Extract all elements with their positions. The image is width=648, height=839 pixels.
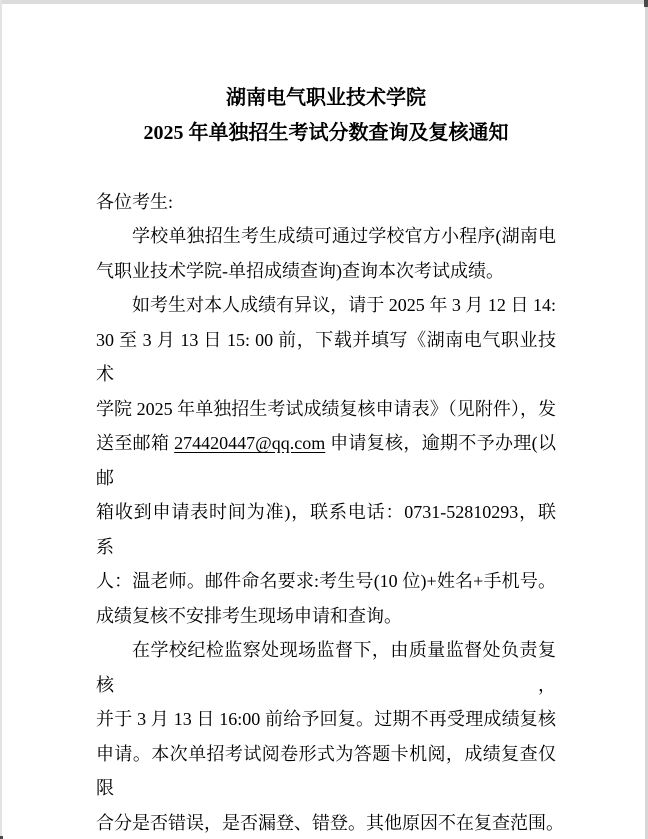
- text-line: 箱收到申请表时间为准)，联系电话：0731-52810293，联系: [96, 502, 556, 557]
- window-top-edge: [0, 0, 648, 4]
- corner-mark-top-right: [644, 0, 648, 7]
- text-line: 成绩复核不安排考生现场申请和查询。: [96, 605, 402, 626]
- window-left-edge: [0, 0, 2, 839]
- text-line: 如考生对本人成绩有异议，请于 2025 年 3 月 12 日 14:: [132, 295, 556, 315]
- text-line: 在学校纪检监察处现场监督下，由质量监督处负责复核，: [96, 640, 556, 695]
- notice-title-line1: 湖南电气职业技术学院: [226, 87, 426, 109]
- notice-title-line2: 2025 年单独招生考试分数查询及复核通知: [143, 121, 509, 144]
- blank-line: [96, 150, 556, 185]
- text-line: 合分是否错误，是否漏登、错登。其他原因不在复查范围。: [96, 812, 564, 833]
- salutation: 各位考生:: [96, 191, 174, 212]
- notice-body: [96, 81, 564, 839]
- text-line: 30 至 3 月 13 日 15: 00 前，下载并填写《湖南电气职业技术: [96, 329, 556, 384]
- text-line: 送至邮箱 274420447@qq.com 申请复核，逾期不予办理(以邮: [96, 433, 557, 488]
- text-line: 学校单独招生考生成绩可通过学校官方小程序(湖南电: [132, 226, 556, 246]
- text-line: 人：温老师。邮件命名要求:考生号(10 位)+姓名+手机号。: [96, 571, 556, 591]
- paragraphs: [96, 219, 564, 839]
- text-line: 学院 2025 年单独招生考试成绩复核申请表》（见附件），发: [96, 398, 556, 419]
- email-link[interactable]: 274420447@qq.com: [174, 433, 326, 453]
- text-line: 申请。本次单招考试阅卷形式为答题卡机阅，成绩复查仅限: [96, 743, 556, 798]
- text-line: 并于 3 月 13 日 16:00 前给予回复。过期不再受理成绩复核: [96, 709, 556, 729]
- text-line: 气职业技术学院-单招成绩查询)查询本次考试成绩。: [96, 260, 504, 281]
